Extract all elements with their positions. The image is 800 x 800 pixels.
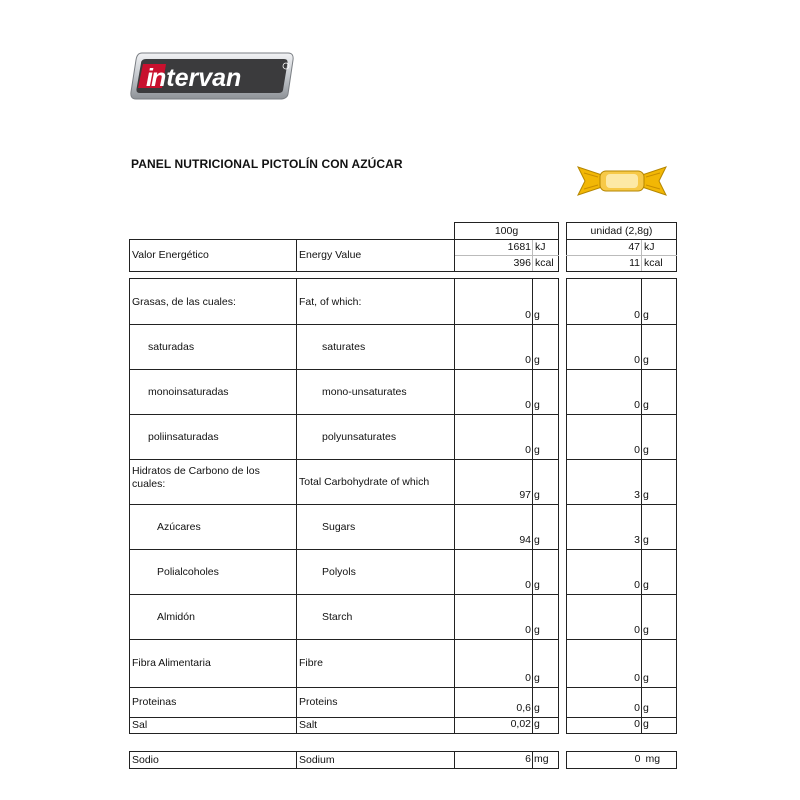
value-100g: 0 bbox=[455, 370, 533, 415]
table-row bbox=[130, 718, 677, 734]
nutrient-label-en: Total Carbohydrate of which bbox=[297, 460, 455, 505]
nutrient-label-es: poliinsaturadas bbox=[130, 415, 297, 460]
unit-100g: g bbox=[533, 688, 559, 718]
value-100g: 0 bbox=[455, 279, 533, 325]
unit-100g: g bbox=[533, 505, 559, 550]
unit-100g: g bbox=[533, 718, 559, 734]
nutrient-label-en: Proteins bbox=[297, 688, 455, 718]
nutrient-label-en: Fibre bbox=[297, 640, 455, 688]
value-100g: 6 bbox=[455, 752, 533, 769]
nutrient-label-es: Proteinas bbox=[130, 688, 297, 718]
energy-kcal-100: 396 bbox=[455, 256, 533, 272]
energy-kj-unit: kJ bbox=[533, 240, 559, 256]
value-serving: 0 bbox=[567, 370, 642, 415]
value-100g: 0 bbox=[455, 640, 533, 688]
value-serving: 0 bbox=[567, 550, 642, 595]
header-per-unit: unidad (2,8g) bbox=[567, 223, 677, 240]
nutrient-label-es: Sodio bbox=[130, 752, 297, 769]
unit-serving: g bbox=[642, 640, 677, 688]
value-serving: 0 bbox=[567, 688, 642, 718]
nutrient-label-en: Sodium bbox=[297, 752, 455, 769]
nutrient-label-en: saturates bbox=[297, 325, 455, 370]
value-serving: 3 bbox=[567, 460, 642, 505]
wrapped-candy-icon bbox=[576, 163, 668, 199]
header-100g: 100g bbox=[455, 223, 559, 240]
unit-serving: g bbox=[642, 550, 677, 595]
unit-100g: g bbox=[533, 460, 559, 505]
table-row bbox=[130, 460, 677, 505]
table-row bbox=[130, 325, 677, 370]
logo-wordmark: ntervan bbox=[151, 64, 242, 92]
unit-100g: g bbox=[533, 640, 559, 688]
value-serving: 0 bbox=[567, 415, 642, 460]
nutrient-label-es: saturadas bbox=[130, 325, 297, 370]
nutrient-label-en: Polyols bbox=[297, 550, 455, 595]
energy-kj-unit-serving: kJ bbox=[642, 240, 677, 256]
nutrient-label-es: Grasas, de las cuales: bbox=[130, 279, 297, 325]
intervan-logo bbox=[128, 50, 296, 102]
energy-label-en: Energy Value bbox=[297, 240, 455, 272]
value-serving: 0 bbox=[567, 325, 642, 370]
value-100g: 0,02 bbox=[455, 718, 533, 734]
unit-serving: mg bbox=[642, 752, 677, 769]
unit-100g: g bbox=[533, 595, 559, 640]
page-title: PANEL NUTRICIONAL PICTOLÍN CON AZÚCAR bbox=[131, 157, 403, 171]
nutrient-label-en: Sugars bbox=[297, 505, 455, 550]
table-row bbox=[130, 370, 677, 415]
table-row bbox=[130, 415, 677, 460]
value-100g: 0 bbox=[455, 550, 533, 595]
value-serving: 3 bbox=[567, 505, 642, 550]
table-row bbox=[130, 640, 677, 688]
nutrient-label-es: Azúcares bbox=[130, 505, 297, 550]
nutrient-label-en: Salt bbox=[297, 718, 455, 734]
unit-serving: g bbox=[642, 718, 677, 734]
value-100g: 0 bbox=[455, 595, 533, 640]
nutrient-label-es: monoinsaturadas bbox=[130, 370, 297, 415]
value-serving: 0 bbox=[567, 595, 642, 640]
value-100g: 0 bbox=[455, 415, 533, 460]
energy-kcal-unit-serving: kcal bbox=[642, 256, 677, 272]
unit-serving: g bbox=[642, 279, 677, 325]
value-100g: 94 bbox=[455, 505, 533, 550]
value-serving: 0 bbox=[567, 718, 642, 734]
unit-100g: g bbox=[533, 550, 559, 595]
unit-100g: g bbox=[533, 279, 559, 325]
value-serving: 0 bbox=[567, 752, 642, 769]
nutrient-label-en: mono-unsaturates bbox=[297, 370, 455, 415]
nutrient-label-es: Almidón bbox=[130, 595, 297, 640]
table-row bbox=[130, 752, 677, 769]
unit-100g: g bbox=[533, 325, 559, 370]
unit-serving: g bbox=[642, 370, 677, 415]
nutrient-label-es: Hidratos de Carbono de los cuales: bbox=[130, 460, 297, 505]
svg-text:i: i bbox=[146, 64, 153, 92]
nutrient-label-en: Fat, of which: bbox=[297, 279, 455, 325]
table-row bbox=[130, 595, 677, 640]
nutrient-label-es: Fibra Alimentaria bbox=[130, 640, 297, 688]
unit-serving: g bbox=[642, 688, 677, 718]
unit-serving: g bbox=[642, 325, 677, 370]
energy-kj-row bbox=[130, 240, 677, 256]
unit-serving: g bbox=[642, 460, 677, 505]
nutrition-table bbox=[129, 222, 677, 769]
energy-kj-100: 1681 bbox=[455, 240, 533, 256]
nutrient-label-en: Starch bbox=[297, 595, 455, 640]
value-serving: 0 bbox=[567, 640, 642, 688]
energy-kcal-serving: 11 bbox=[567, 256, 642, 272]
energy-label-es: Valor Energético bbox=[130, 240, 297, 272]
unit-serving: g bbox=[642, 505, 677, 550]
unit-serving: g bbox=[642, 415, 677, 460]
table-row bbox=[130, 550, 677, 595]
value-100g: 97 bbox=[455, 460, 533, 505]
unit-100g: g bbox=[533, 415, 559, 460]
energy-kcal-unit: kcal bbox=[533, 256, 559, 272]
value-100g: 0 bbox=[455, 325, 533, 370]
table-row bbox=[130, 505, 677, 550]
table-row bbox=[130, 688, 677, 718]
nutrient-label-en: polyunsaturates bbox=[297, 415, 455, 460]
unit-100g: g bbox=[533, 370, 559, 415]
value-serving: 0 bbox=[567, 279, 642, 325]
unit-serving: g bbox=[642, 595, 677, 640]
nutrient-label-es: Polialcoholes bbox=[130, 550, 297, 595]
nutrient-label-es: Sal bbox=[130, 718, 297, 734]
value-100g: 0,6 bbox=[455, 688, 533, 718]
energy-kj-serving: 47 bbox=[567, 240, 642, 256]
table-row bbox=[130, 279, 677, 325]
unit-100g: mg bbox=[533, 752, 559, 769]
header-row bbox=[130, 223, 677, 240]
